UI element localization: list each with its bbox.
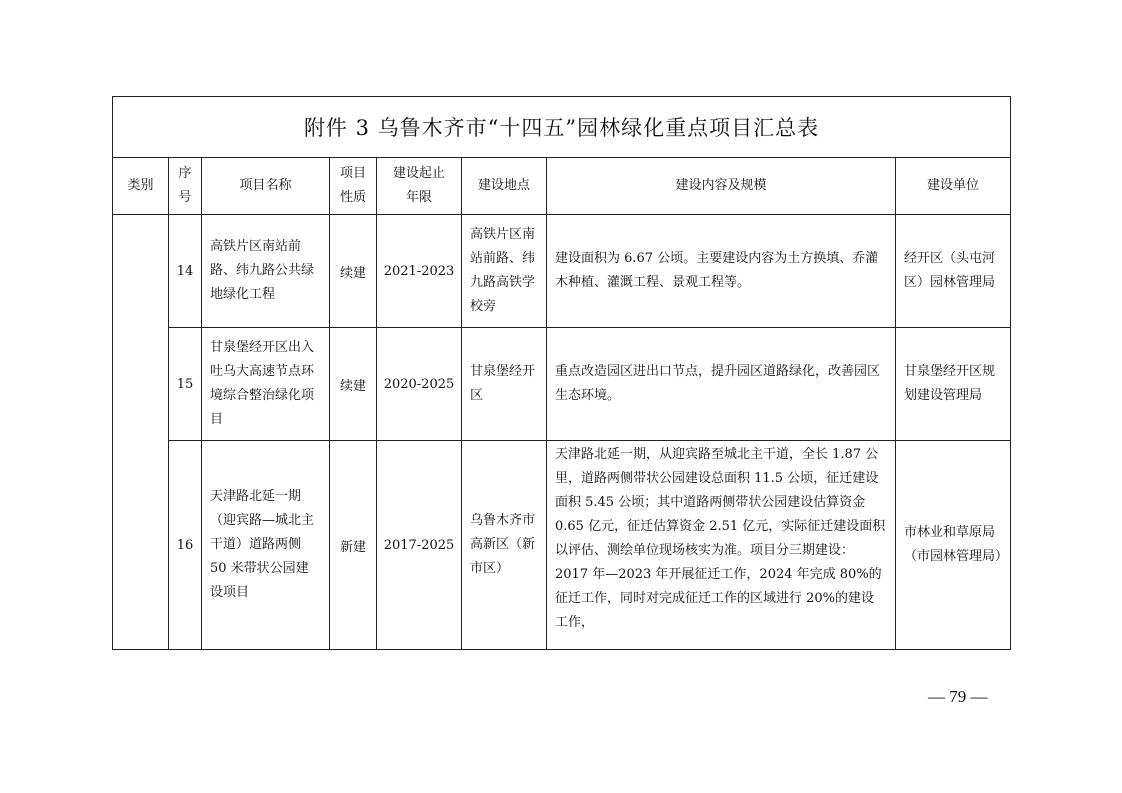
nature-cell: 续建 [330,328,377,441]
header-unit: 建设单位 [896,158,1011,215]
period-cell: 2017-2025 [377,441,462,650]
nature-cell: 新建 [330,441,377,650]
unit-cell: 甘泉堡经开区规划建设管理局 [896,328,1011,441]
header-period: 建设起止 年限 [377,158,462,215]
name-cell: 甘泉堡经开区出入吐乌大高速节点环境综合整治绿化项目 [202,328,330,441]
unit-cell: 市林业和草原局（市园林管理局） [896,441,1011,650]
header-name: 项目名称 [202,158,330,215]
period-cell: 2021-2023 [377,215,462,328]
header-category: 类别 [113,158,169,215]
header-row [113,158,1011,215]
location-cell: 高铁片区南站前路、纬九路高铁学校旁 [462,215,547,328]
seq-cell: 14 [169,215,202,328]
table-row [113,328,1011,441]
location-cell: 甘泉堡经开区 [462,328,547,441]
header-nature: 项目 性质 [330,158,377,215]
location-cell: 乌鲁木齐市高新区（新市区） [462,441,547,650]
period-cell: 2020-2025 [377,328,462,441]
header-location: 建设地点 [462,158,547,215]
seq-cell: 15 [169,328,202,441]
page-number: — 79 — [928,687,988,706]
project-summary-table [112,96,1011,650]
name-cell: 天津路北延一期（迎宾路—城北主干道）道路两侧 50 米带状公园建设项目 [202,441,330,650]
content-cell: 重点改造园区进出口节点，提升园区道路绿化，改善园区生态环境。 [547,328,896,441]
name-cell: 高铁片区南站前路、纬九路公共绿地绿化工程 [202,215,330,328]
table-row [113,441,1011,650]
table-row [113,215,1011,328]
category-cell [113,215,169,650]
content-cell: 天津路北延一期，从迎宾路至城北主干道，全长 1.87 公里，道路两侧带状公园建设总面积 11.5 公顷，征迁建设面积 5.45 公顷；其中道路两侧带状公园建设估算资金 0.65 亿元，征迁估算资金 2.51 亿元，实际征迁建设面积以评估、测绘单位现场核实为准。项目分三期建设：2017 年—2023 年开展征迁工作，2024 年完成 80%的征迁工作，同时对完成征迁工作的区域进行 20%的建设工作， [547,441,896,650]
project-summary-sheet [112,96,1010,650]
content-cell: 建设面积为 6.67 公顷。主要建设内容为土方换填、乔灌木种植、灌溉工程、景观工程等。 [547,215,896,328]
header-seq: 序 号 [169,158,202,215]
seq-cell: 16 [169,441,202,650]
table-title: 附件 3 乌鲁木齐市“十四五”园林绿化重点项目汇总表 [113,97,1011,158]
nature-cell: 续建 [330,215,377,328]
header-content: 建设内容及规模 [547,158,896,215]
unit-cell: 经开区（头屯河区）园林管理局 [896,215,1011,328]
